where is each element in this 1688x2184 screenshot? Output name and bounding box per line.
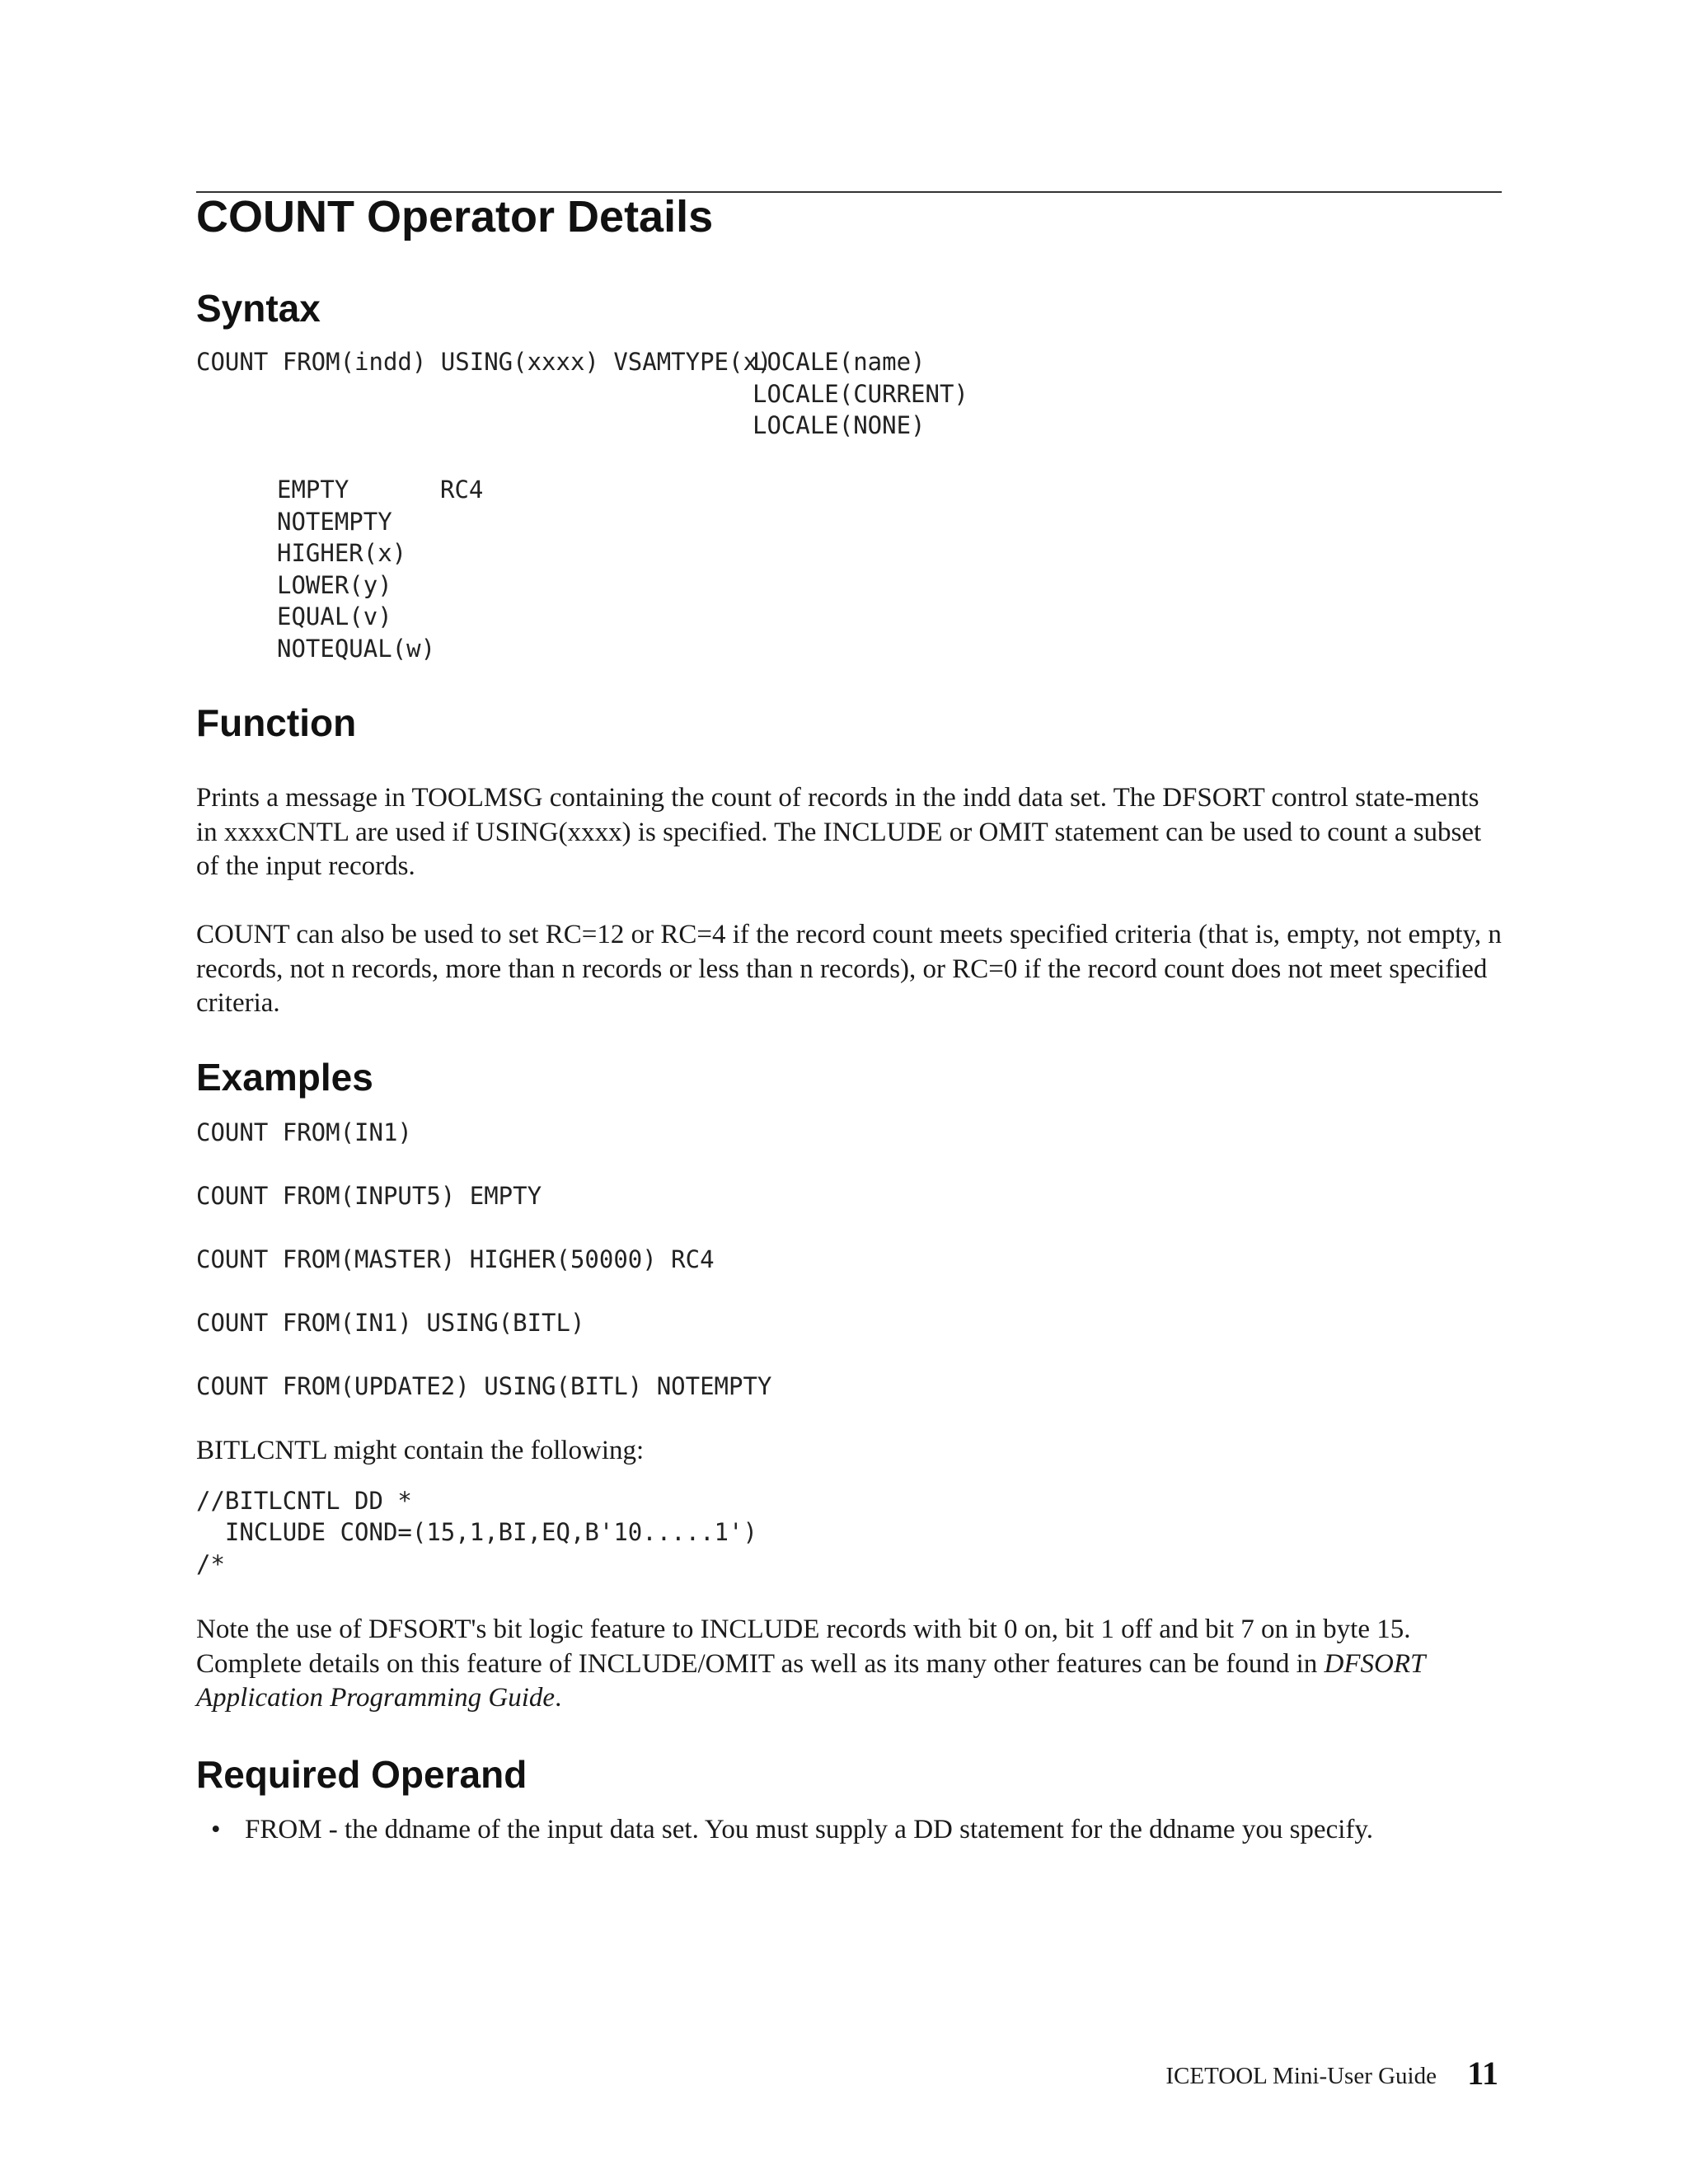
bitlcntl-intro-text: BITLCNTL might contain the following: — [196, 1436, 645, 1465]
example-line: COUNT FROM(IN1) USING(BITL) — [196, 1309, 585, 1337]
syntax-heading: Syntax — [196, 287, 321, 330]
note-guide-reference: DFSORT Application Programming Guide — [196, 1648, 1425, 1713]
page-number: 11 — [1467, 2055, 1498, 2092]
bitlcntl-line: INCLUDE COND=(15,1,BI,EQ,B'10.....1') — [196, 1518, 757, 1546]
bullet-icon: • — [211, 1815, 221, 1844]
syntax-condition-option: EMPTY — [277, 476, 349, 504]
example-line: COUNT FROM(IN1) — [196, 1118, 412, 1146]
syntax-locale-option: LOCALE(name) — [753, 348, 926, 376]
example-line: COUNT FROM(MASTER) HIGHER(50000) RC4 — [196, 1245, 715, 1273]
example-line: COUNT FROM(UPDATE2) USING(BITL) NOTEMPTY — [196, 1372, 772, 1400]
bitlcntl-line: //BITLCNTL DD * — [196, 1487, 412, 1515]
function-text-1: Prints a message in TOOLMSG containing the count of records in the indd data set. The DFSORT control state-ments in xxxxCNTL are used if USING(xxxx) is specified. The INCLUDE or OMIT statement can be used to count a subset of the input records. — [196, 783, 1482, 881]
function-heading: Function — [196, 701, 357, 744]
syntax-condition-option: NOTEQUAL(w) — [277, 635, 436, 663]
example-line: COUNT FROM(INPUT5) EMPTY — [196, 1182, 542, 1210]
required-operand-heading: Required Operand — [196, 1753, 528, 1796]
syntax-rc4-option: RC4 — [440, 476, 484, 504]
note-paragraph — [196, 1613, 1507, 1716]
page-title: COUNT Operator Details — [196, 192, 714, 241]
bitlcntl-line: /* — [196, 1550, 225, 1578]
syntax-condition-option: NOTEMPTY — [277, 508, 392, 536]
bitlcntl-intro — [196, 1434, 1507, 1469]
syntax-locale-option: LOCALE(NONE) — [753, 411, 926, 439]
note-body: Note the use of DFSORT's bit logic feature to INCLUDE records with bit 0 on, bit 1 off and bit 7 on in byte 15. Complete details on this feature of INCLUDE/OMIT as well as its many other features can be found in — [196, 1615, 1411, 1679]
note-end: . — [555, 1683, 562, 1713]
function-paragraph-1 — [196, 781, 1507, 884]
footer-guide-title: ICETOOL Mini-User Guide — [1165, 2063, 1437, 2089]
syntax-condition-option: HIGHER(x) — [277, 539, 407, 567]
function-text-2: COUNT can also be used to set RC=12 or RC=4 if the record count meets specified criteria (that is, empty, not empty, n records, not n records, more than n records or less than n records), or RC=0 if the record count does not meet specified criteria. — [196, 920, 1502, 1018]
syntax-locale-option: LOCALE(CURRENT) — [753, 380, 968, 408]
syntax-condition-option: EQUAL(v) — [277, 602, 392, 630]
examples-heading: Examples — [196, 1056, 373, 1099]
function-paragraph-2 — [196, 918, 1507, 1021]
note-text — [196, 1613, 1507, 1716]
syntax-main-line: COUNT FROM(indd) USING(xxxx) VSAMTYPE(x) — [196, 348, 772, 376]
required-operand-item: FROM - the ddname of the input data set. You must supply a DD statement for the ddname you specify. — [245, 1815, 1373, 1844]
syntax-condition-option: LOWER(y) — [277, 571, 392, 599]
